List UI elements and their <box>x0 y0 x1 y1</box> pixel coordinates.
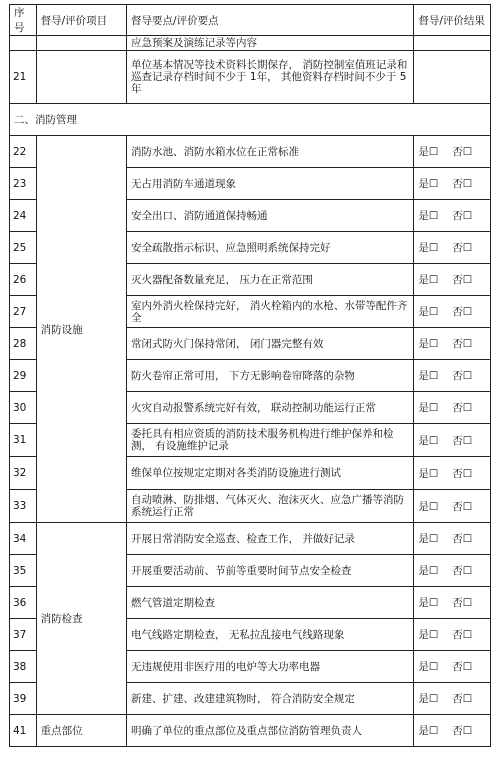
row-requirement: 灭火器配备数量充足， 压力在正常范围 <box>127 264 414 296</box>
result-no-checkbox[interactable]: 否☐ <box>452 402 473 414</box>
row-number: 34 <box>10 523 37 555</box>
result-cell <box>414 490 491 523</box>
result-no-checkbox[interactable]: 否☐ <box>452 725 473 737</box>
row-requirement: 开展日常消防安全巡查、检查工作， 并做好记录 <box>127 523 414 555</box>
result-cell <box>414 651 491 683</box>
result-yes-checkbox[interactable]: 是☐ <box>418 629 439 641</box>
result-yes-checkbox[interactable]: 是☐ <box>418 661 439 673</box>
row-requirement: 新建、扩建、改建建筑物时， 符合消防安全规定 <box>127 683 414 715</box>
row-number: 38 <box>10 651 37 683</box>
result-yes-checkbox[interactable]: 是☐ <box>418 338 439 350</box>
continued-row <box>10 36 491 51</box>
row-requirement: 火灾自动报警系统完好有效， 联动控制功能运行正常 <box>127 392 414 424</box>
table-header-row <box>10 5 491 36</box>
result-yes-checkbox[interactable]: 是☐ <box>418 242 439 254</box>
result-no-checkbox[interactable]: 否☐ <box>452 629 473 641</box>
row-number: 31 <box>10 424 37 457</box>
header-no: 序号 <box>10 5 37 36</box>
result-yes-checkbox[interactable]: 是☐ <box>418 565 439 577</box>
result-no-checkbox[interactable]: 否☐ <box>452 338 473 350</box>
table-row <box>10 523 491 555</box>
row-requirement: 无违规使用非医疗用的电炉等大功率电器 <box>127 651 414 683</box>
result-cell <box>414 360 491 392</box>
result-no-checkbox[interactable]: 否☐ <box>452 146 473 158</box>
result-cell <box>414 683 491 715</box>
row-number: 24 <box>10 200 37 232</box>
inspection-table <box>9 4 491 747</box>
section-title: 二、消防管理 <box>10 104 491 136</box>
result-yes-checkbox[interactable]: 是☐ <box>418 693 439 705</box>
category-cell: 消防设施 <box>36 136 126 523</box>
row-requirement: 防火卷帘正常可用， 下方无影响卷帘降落的杂物 <box>127 360 414 392</box>
header-requirement: 督导要点/评价要点 <box>127 5 414 36</box>
result-yes-checkbox[interactable]: 是☐ <box>418 274 439 286</box>
result-cell <box>414 136 491 168</box>
row-number: 32 <box>10 457 37 490</box>
result-no-checkbox[interactable]: 否☐ <box>452 370 473 382</box>
result-yes-checkbox[interactable]: 是☐ <box>418 370 439 382</box>
row-requirement: 安全出口、消防通道保持畅通 <box>127 200 414 232</box>
result-no-checkbox[interactable]: 否☐ <box>452 693 473 705</box>
result-cell <box>414 523 491 555</box>
row-number: 23 <box>10 168 37 200</box>
row-requirement: 明确了单位的重点部位及重点部位消防管理负责人 <box>127 715 414 747</box>
result-no-checkbox[interactable]: 否☐ <box>452 661 473 673</box>
result-cell <box>414 619 491 651</box>
header-category: 督导/评价项目 <box>36 5 126 36</box>
result-yes-checkbox[interactable]: 是☐ <box>418 178 439 190</box>
row-number: 35 <box>10 555 37 587</box>
result-cell <box>414 264 491 296</box>
result-yes-checkbox[interactable]: 是☐ <box>418 210 439 222</box>
category-cell: 重点部位 <box>36 715 126 747</box>
table-row <box>10 715 491 747</box>
result-yes-checkbox[interactable]: 是☐ <box>418 467 439 480</box>
row-number: 33 <box>10 490 37 523</box>
row-number: 30 <box>10 392 37 424</box>
row-requirement: 自动喷淋、防排烟、气体灭火、泡沫灭火、应急广播等消防系统运行正常 <box>127 490 414 523</box>
result-cell <box>414 232 491 264</box>
row-requirement: 开展重要活动前、节前等重要时间节点安全检查 <box>127 555 414 587</box>
row-requirement: 委托具有相应资质的消防技术服务机构进行维护保养和检测， 有设施维护记录 <box>127 424 414 457</box>
row-number: 41 <box>10 715 37 747</box>
result-yes-checkbox[interactable]: 是☐ <box>418 533 439 545</box>
row-number: 39 <box>10 683 37 715</box>
row-requirement: 常闭式防火门保持常闭， 闭门器完整有效 <box>127 328 414 360</box>
category-cell: 消防检查 <box>36 523 126 715</box>
result-no-checkbox[interactable]: 否☐ <box>452 565 473 577</box>
row-number: 37 <box>10 619 37 651</box>
result-no-checkbox[interactable]: 否☐ <box>452 533 473 545</box>
row-requirement: 安全疏散指示标识、应急照明系统保持完好 <box>127 232 414 264</box>
row-number: 21 <box>10 51 37 104</box>
result-yes-checkbox[interactable]: 是☐ <box>418 597 439 609</box>
result-cell <box>414 296 491 328</box>
row-number: 28 <box>10 328 37 360</box>
row-requirement: 燃气管道定期检查 <box>127 587 414 619</box>
result-no-checkbox[interactable]: 否☐ <box>452 242 473 254</box>
row-number: 25 <box>10 232 37 264</box>
row-requirement: 无占用消防车通道现象 <box>127 168 414 200</box>
result-yes-checkbox[interactable]: 是☐ <box>418 725 439 737</box>
row-number: 36 <box>10 587 37 619</box>
table-row <box>10 51 491 104</box>
row-requirement: 维保单位按规定定期对各类消防设施进行测试 <box>127 457 414 490</box>
result-cell <box>414 392 491 424</box>
result-no-checkbox[interactable]: 否☐ <box>452 467 473 480</box>
row-requirement: 电气线路定期检查， 无私拉乱接电气线路现象 <box>127 619 414 651</box>
result-yes-checkbox[interactable]: 是☐ <box>418 434 439 447</box>
result-yes-checkbox[interactable]: 是☐ <box>418 146 439 158</box>
result-yes-checkbox[interactable]: 是☐ <box>418 306 439 318</box>
table-row <box>10 136 491 168</box>
result-cell <box>414 200 491 232</box>
header-result: 督导/评价结果 <box>414 5 491 36</box>
result-no-checkbox[interactable]: 否☐ <box>452 210 473 222</box>
result-yes-checkbox[interactable]: 是☐ <box>418 402 439 414</box>
result-cell <box>414 587 491 619</box>
result-cell <box>414 555 491 587</box>
section-row <box>10 104 491 136</box>
result-cell <box>414 715 491 747</box>
row-number: 27 <box>10 296 37 328</box>
result-cell <box>414 328 491 360</box>
result-yes-checkbox[interactable]: 是☐ <box>418 500 439 513</box>
row-requirement: 单位基本情况等技术资料长期保存， 消防控制室值班记录和巡查记录存档时间不少于 1年， 其他资料存档时间不少于 5 年 <box>127 51 414 104</box>
row-number: 26 <box>10 264 37 296</box>
result-cell <box>414 168 491 200</box>
result-cell <box>414 424 491 457</box>
result-no-checkbox[interactable]: 否☐ <box>452 274 473 286</box>
result-no-checkbox[interactable]: 否☐ <box>452 597 473 609</box>
row-number: 29 <box>10 360 37 392</box>
row-number: 22 <box>10 136 37 168</box>
result-no-checkbox[interactable]: 否☐ <box>452 178 473 190</box>
result-no-checkbox[interactable]: 否☐ <box>452 500 473 513</box>
result-no-checkbox[interactable]: 否☐ <box>452 306 473 318</box>
row-requirement: 室内外消火栓保持完好， 消火栓箱内的水枪、水带等配件齐全 <box>127 296 414 328</box>
result-no-checkbox[interactable]: 否☐ <box>452 434 473 447</box>
row-requirement: 消防水池、消防水箱水位在正常标准 <box>127 136 414 168</box>
result-cell <box>414 457 491 490</box>
continued-requirement: 应急预案及演练记录等内容 <box>127 36 414 51</box>
table-body <box>10 136 491 747</box>
